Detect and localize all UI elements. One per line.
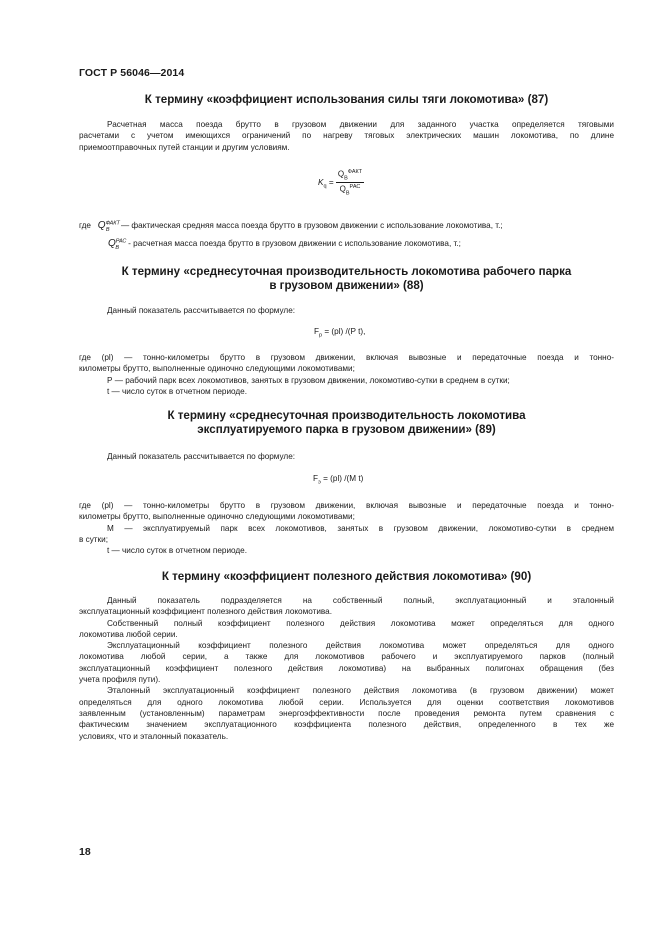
section-88-where xyxy=(79,352,614,397)
definition-text: - расчетная масса поезда брутто в грузовом движении с использование локомотива, т.; xyxy=(128,239,461,248)
q-ras-superscript: РАС xyxy=(115,238,127,245)
denominator-superscript: РАС xyxy=(349,184,361,191)
paragraph-line: Собственный полный коэффициент полезного действия локомотива может определяться для одного xyxy=(107,618,614,628)
definition-line: в сутки; xyxy=(79,534,108,544)
formula-symbol: F xyxy=(314,327,320,336)
definition-q-fact xyxy=(79,220,503,233)
definition-line: Р — рабочий парк всех локомотивов, занятых в грузовом движении, локомотиво-сутки в среднем в сутки; xyxy=(107,375,510,385)
section-89-where xyxy=(79,500,614,556)
q-ras-symbol: Q xyxy=(108,238,116,249)
formula-89 xyxy=(313,474,363,486)
paragraph-line: расчетами с учетом имеющихся ограничений по нагреву тяговых электрических машин локомотива, по длине xyxy=(79,131,614,141)
formula-expression: = (pl) /(P t), xyxy=(324,327,366,336)
formula-subscript: р xyxy=(319,332,323,339)
numerator-symbol: Q xyxy=(337,169,345,179)
formula-subscript: q xyxy=(323,183,327,190)
definition-text: — фактическая средняя масса поезда брутто в грузовом движении с использование локомотива, т.; xyxy=(120,221,503,230)
paragraph-line: условиях, что и эталонный показатель. xyxy=(79,731,229,741)
formula-intro: Данный показатель рассчитывается по формуле: xyxy=(107,306,296,315)
formula-87 xyxy=(318,169,364,197)
section-90-body xyxy=(79,595,614,742)
denominator-symbol: Q xyxy=(339,184,346,194)
formula-fraction xyxy=(336,169,364,197)
numerator-subscript: B xyxy=(344,175,348,182)
paragraph-line: где (pl) — тонно-километры брутто в грузовом движении, включая вывозные и передаточные поезда и тонно- xyxy=(79,353,614,362)
q-ras-subscript: B xyxy=(115,244,120,251)
formula-expression: = (pl) /(M t) xyxy=(323,474,364,483)
heading-line: К термину «среднесуточная производительность локомотива рабочего парка xyxy=(121,265,572,278)
definition-line: t — число суток в отчетном периоде. xyxy=(107,386,248,396)
formula-subscript: э xyxy=(318,479,321,486)
section-90-heading: К термину «коэффициент полезного действия локомотива» (90) xyxy=(161,570,532,583)
formula-88 xyxy=(314,327,365,339)
paragraph-line: учета профиля пути). xyxy=(79,675,161,685)
fraction-numerator xyxy=(336,169,364,183)
paragraph-line: локомотива любой серии. xyxy=(79,629,178,639)
paragraph-line: километры брутто, выполненные одиночно следующими локомотивами; xyxy=(79,512,355,522)
document-header: ГОСТ Р 56046—2014 xyxy=(79,67,185,79)
formula-intro: Данный показатель рассчитывается по формуле: xyxy=(107,452,296,461)
paragraph-line: Расчетная масса поезда брутто в грузовом движении для заданного участка определяется тяговыми xyxy=(107,120,614,129)
denominator-subscript: B xyxy=(345,190,350,197)
formula-symbol: F xyxy=(313,474,319,483)
paragraph-line: заявленным (установленным) параметрам энергоэффективности после проведения ремонта путем сравнения с xyxy=(79,708,614,718)
where-label: где xyxy=(79,221,91,230)
definition-line: t — число суток в отчетном периоде. xyxy=(107,546,248,556)
paragraph-line: Эксплуатационный коэффициент полезного действия локомотива может определяться для одного xyxy=(107,641,614,651)
paragraph-line: Эталонный эксплуатационный коэффициент полезного действия локомотива (в грузовом движении) может xyxy=(107,686,614,696)
section-88-heading xyxy=(79,265,614,293)
formula-equals: = xyxy=(328,177,334,187)
definition-line: М — эксплуатируемый парк всех локомотивов, занятых в грузовом движении, локомотиво-сутки в среднем xyxy=(107,523,614,533)
paragraph-line: километры брутто, выполненные одиночно следующими локомотивами; xyxy=(79,364,355,374)
heading-line: в грузовом движении» (88) xyxy=(269,279,424,292)
section-87-paragraph xyxy=(79,119,614,153)
q-fact-symbol: Q xyxy=(97,220,106,231)
heading-line: эксплуатируемого парка в грузовом движении» (89) xyxy=(197,423,496,436)
paragraph-line: где (pl) — тонно-километры брутто в грузовом движении, включая вывозные и передаточные поезда и тонно- xyxy=(79,501,614,510)
paragraph-line: эксплуатационный коэффициент полезного действия локомотива) на выбранных полигонах обращения (без xyxy=(79,663,614,673)
q-fact-subscript: B xyxy=(105,226,110,233)
numerator-superscript: ФАКТ xyxy=(347,169,363,175)
section-89-heading xyxy=(79,409,614,437)
definition-q-ras xyxy=(108,238,461,251)
paragraph-line: приемоотправочных путей станции и другим условиям. xyxy=(79,142,290,152)
section-87-heading: К термину «коэффициент использования силы тяги локомотива» (87) xyxy=(144,93,549,106)
heading-line: К термину «среднесуточная производительность локомотива xyxy=(167,409,526,422)
page-number: 18 xyxy=(79,846,91,858)
paragraph-line: эксплуатационный коэффициент полезного действия локомотива. xyxy=(79,607,333,617)
formula-symbol: K xyxy=(318,177,324,187)
paragraph-line: локомотива любой серии, а также для локомотивов рабочего и эксплуатируемого парков (полный xyxy=(79,652,614,662)
fraction-denominator xyxy=(336,183,364,196)
q-fact-superscript: ФАКТ xyxy=(105,220,120,227)
paragraph-line: определяться для одного локомотива любой серии. Используется для оценки соответствия локомотивов xyxy=(79,697,614,707)
paragraph-line: фактическим значением эксплуатационного коэффициента полезного действия, определенного в тех же xyxy=(79,720,614,730)
paragraph-line: Данный показатель подразделяется на собственный полный, эксплуатационный и эталонный xyxy=(107,596,614,605)
